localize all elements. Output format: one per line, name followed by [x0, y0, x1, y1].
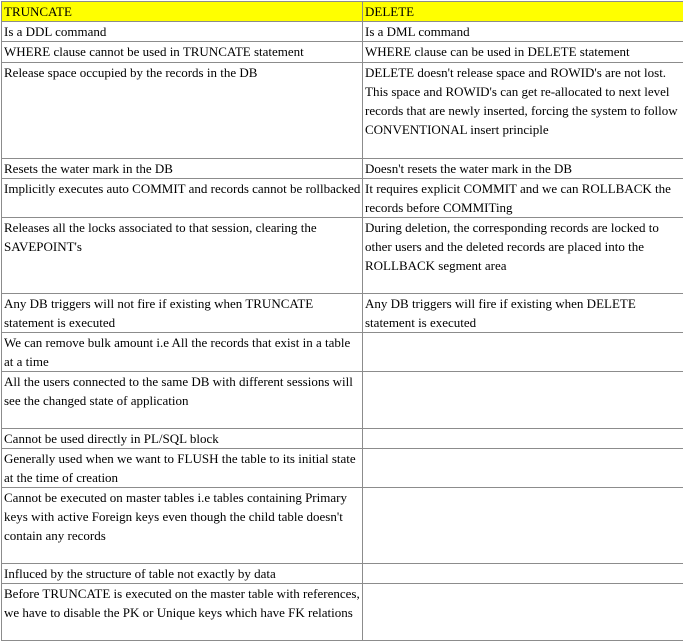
- delete-cell: [363, 449, 683, 488]
- comparison-table: [1, 1, 683, 641]
- delete-cell: [363, 488, 683, 564]
- delete-cell: It requires explicit COMMIT and we can ROLLBACK the records before COMMITing: [363, 179, 683, 218]
- truncate-cell: Resets the water mark in the DB: [2, 159, 363, 179]
- table-row: [2, 372, 683, 429]
- table-row: [2, 333, 683, 372]
- table-row: [2, 564, 683, 584]
- table-row: [2, 22, 683, 42]
- truncate-cell: Cannot be executed on master tables i.e tables containing Primary keys with active Foreign keys even though the child table doesn't contain any records: [2, 488, 363, 564]
- table-row: [2, 42, 683, 63]
- delete-cell: Is a DML command: [363, 22, 683, 42]
- truncate-cell: WHERE clause cannot be used in TRUNCATE statement: [2, 42, 363, 63]
- truncate-cell: Is a DDL command: [2, 22, 363, 42]
- truncate-cell: We can remove bulk amount i.e All the records that exist in a table at a time: [2, 333, 363, 372]
- truncate-cell: Cannot be used directly in PL/SQL block: [2, 429, 363, 449]
- truncate-cell: Implicitly executes auto COMMIT and records cannot be rollbacked: [2, 179, 363, 218]
- truncate-cell: Releases all the locks associated to that session, clearing the SAVEPOINT's: [2, 218, 363, 294]
- truncate-cell: Release space occupied by the records in the DB: [2, 63, 363, 159]
- delete-cell: [363, 372, 683, 429]
- table-row: [2, 179, 683, 218]
- delete-cell: [363, 584, 683, 641]
- table-row: [2, 159, 683, 179]
- header-truncate: TRUNCATE: [2, 2, 363, 22]
- delete-cell: [363, 333, 683, 372]
- truncate-cell: Generally used when we want to FLUSH the table to its initial state at the time of creation: [2, 449, 363, 488]
- delete-cell: During deletion, the corresponding records are locked to other users and the deleted records are placed into the ROLLBACK segment area: [363, 218, 683, 294]
- truncate-cell: Before TRUNCATE is executed on the master table with references, we have to disable the PK or Unique keys which have FK relations: [2, 584, 363, 641]
- table-row: [2, 294, 683, 333]
- header-delete: DELETE: [363, 2, 683, 22]
- truncate-cell: All the users connected to the same DB with different sessions will see the changed state of application: [2, 372, 363, 429]
- table-row: [2, 449, 683, 488]
- delete-cell: [363, 429, 683, 449]
- truncate-cell: Any DB triggers will not fire if existing when TRUNCATE statement is executed: [2, 294, 363, 333]
- table-row: [2, 429, 683, 449]
- delete-cell: DELETE doesn't release space and ROWID's are not lost. This space and ROWID's can get re-allocated to next level records that are newly inserted, forcing the system to follow CONVENTIONAL insert principle: [363, 63, 683, 159]
- header-row: [2, 2, 683, 22]
- table-row: [2, 63, 683, 159]
- delete-cell: [363, 564, 683, 584]
- delete-cell: Doesn't resets the water mark in the DB: [363, 159, 683, 179]
- delete-cell: Any DB triggers will fire if existing when DELETE statement is executed: [363, 294, 683, 333]
- table-row: [2, 584, 683, 641]
- truncate-cell: Influced by the structure of table not exactly by data: [2, 564, 363, 584]
- delete-cell: WHERE clause can be used in DELETE statement: [363, 42, 683, 63]
- table-row: [2, 488, 683, 564]
- table-row: [2, 218, 683, 294]
